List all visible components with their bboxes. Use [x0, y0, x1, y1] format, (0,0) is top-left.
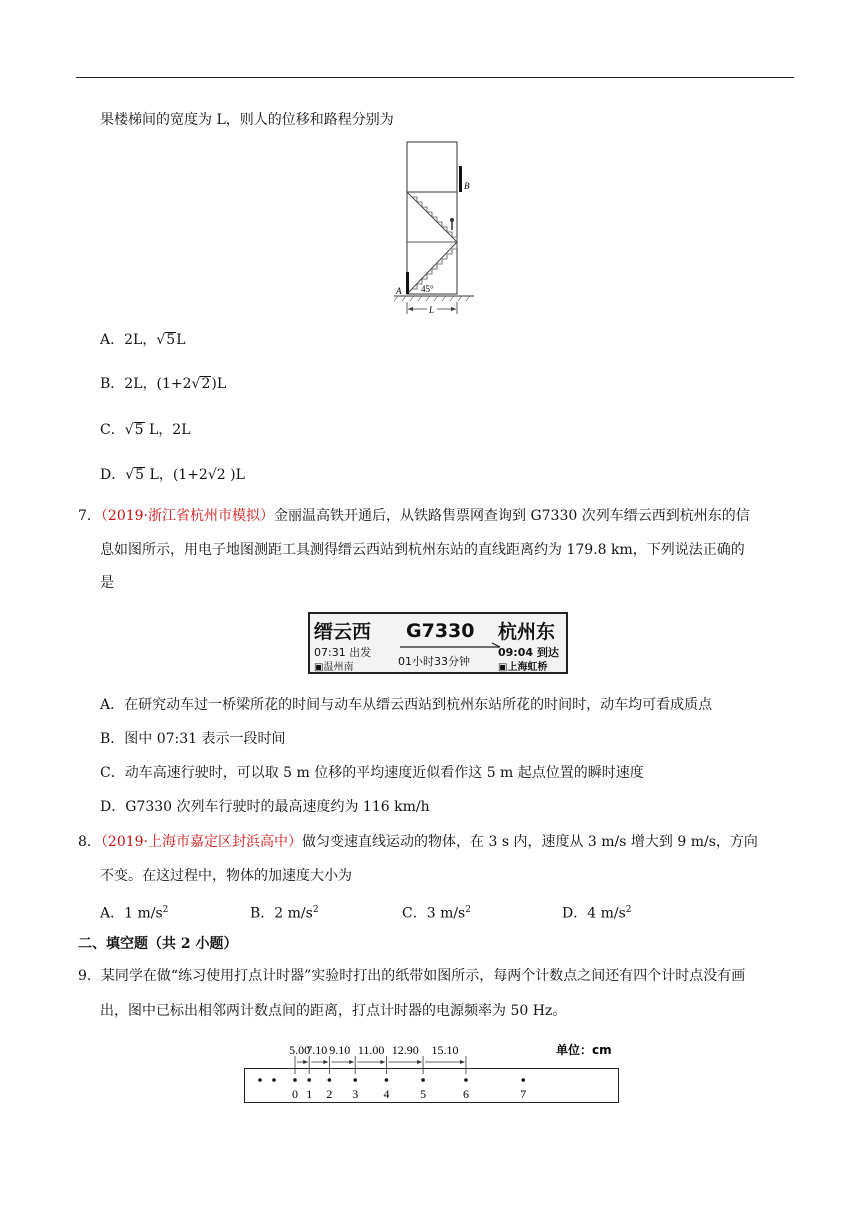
route-arrow-icon	[400, 642, 510, 652]
q7-source: （2019·浙江省杭州市模拟）	[100, 508, 275, 524]
from-sub-station: ▣温州南	[314, 662, 354, 673]
marker-B	[459, 166, 462, 192]
tape-strip	[245, 1069, 619, 1103]
q7-option-b: B．图中 07:31 表示一段时间	[100, 731, 286, 747]
q8-option-b: B．2 $m/s^2$	[250, 905, 319, 922]
q6-option-b: B．2L，(1+2√2)L	[100, 376, 227, 392]
tape-point	[464, 1078, 468, 1082]
tape-point-label: 5	[420, 1087, 427, 1101]
trip-duration: 01小时33分钟	[398, 655, 470, 668]
tape-point	[293, 1078, 297, 1082]
tape-point	[353, 1078, 357, 1082]
q6-staircase-figure	[394, 138, 494, 318]
tape-point-label: 2	[326, 1087, 333, 1101]
tape-point-label: 3	[352, 1087, 359, 1101]
q8-option-d: D．4 $m/s^2$	[562, 905, 632, 922]
distance-label: 12.90	[391, 1043, 419, 1057]
q6-stem-end: 果楼梯间的宽度为 L，则人的位移和路程分别为	[100, 112, 394, 128]
q7-stem-line2: 息如图所示，用电子地图测距工具测得缙云西站到杭州东站的直线距离约为 179.8 km，下列说法正确的	[100, 542, 745, 558]
q9-stem-line1: 9．某同学在做“练习使用打点计时器”实验时打出的纸带如图所示，每两个计数点之间还有四个计时点没有画	[78, 968, 746, 984]
arrive-time: 09:04 到达	[498, 646, 559, 659]
q7-option-a: A．在研究动车过一桥梁所花的时间与动车从缙云西站到杭州东站所花的时间时，动车均可看成质点	[100, 697, 713, 713]
q6-option-c: C．√5 L，2L	[100, 422, 191, 438]
q8-option-a: A．1 $m/s^2$	[100, 905, 169, 922]
distance-label: 9.10	[329, 1043, 351, 1057]
to-sub-station: ▣上海虹桥	[498, 662, 548, 673]
tape-point	[307, 1078, 311, 1082]
label-B: B	[464, 181, 470, 191]
tape-point	[421, 1078, 425, 1082]
q8-stem-line1: 8．（2019·上海市嘉定区封浜高中）做匀变速直线运动的物体，在 3 s 内，速度从 3 m/s 增大到 9 m/s，方向	[78, 834, 758, 850]
q8-stem-line2: 不变。在这过程中，物体的加速度大小为	[100, 868, 352, 884]
tape-point-label: 4	[383, 1087, 390, 1101]
distance-label: 5.00	[289, 1043, 311, 1057]
person-icon	[450, 218, 454, 222]
distance-label: 15.10	[431, 1043, 459, 1057]
from-station: 缙云西	[314, 621, 372, 643]
q6-option-a: A．2L，√5L	[100, 332, 186, 348]
tape-point	[385, 1078, 389, 1082]
q8-source: （2019·上海市嘉定区封浜高中）	[100, 834, 303, 850]
q9-stem-line2: 出，图中已标出相邻两计数点间的距离，打点计时器的电源频率为 50 Hz。	[100, 1003, 567, 1019]
to-station: 杭州东	[498, 621, 556, 643]
label-A: A	[396, 286, 402, 296]
q6-option-d: D．√5 L，(1+2√2 )L	[100, 467, 245, 483]
depart-time: 07:31 出发	[314, 646, 372, 659]
tape-point	[328, 1078, 332, 1082]
tape-point-label: 6	[462, 1087, 469, 1101]
tape-point-label: 1	[306, 1087, 313, 1101]
header-rule	[76, 77, 794, 78]
tape-unit: 单位：cm	[556, 1043, 612, 1057]
train-ticket-figure	[308, 612, 568, 674]
width-label: L	[429, 305, 435, 315]
q7-stem-line1: 7．（2019·浙江省杭州市模拟）金丽温高铁开通后，从铁路售票网查询到 G7330 次列车缙云西到杭州东的信	[78, 508, 750, 524]
tape-point	[521, 1078, 525, 1082]
stair-steps	[412, 197, 457, 289]
distance-label: 7.10	[306, 1043, 328, 1057]
tape-point-label: 0	[292, 1087, 298, 1101]
train-number: G7330	[406, 620, 475, 642]
marker-A	[406, 272, 409, 294]
q7-option-d: D．G7330 次列车行驶时的最高速度约为 116 km/h	[100, 799, 430, 815]
ticker-tape-figure	[244, 1036, 624, 1108]
section-title: 二、填空题（共 2 小题）	[78, 936, 238, 952]
q8-option-c: C．3 $m/s^2$	[402, 905, 471, 922]
tape-point-label: 7	[520, 1087, 527, 1101]
angle-label: 45°	[421, 284, 434, 294]
distance-label: 11.00	[357, 1043, 385, 1057]
q7-stem-line3: 是	[100, 575, 114, 591]
q7-option-c: C．动车高速行驶时，可以取 5 m 位移的平均速度近似看作这 5 m 起点位置的瞬时速度	[100, 765, 644, 781]
